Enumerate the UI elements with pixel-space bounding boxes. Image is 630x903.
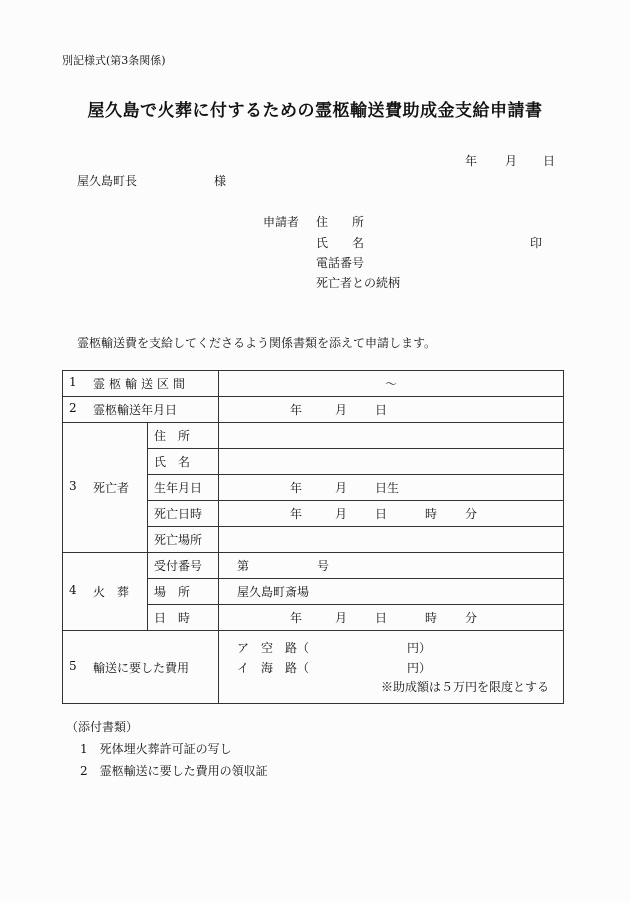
attachments-title: （添付書類） — [66, 720, 139, 734]
table-row — [63, 631, 564, 704]
day-label: 日 — [375, 403, 388, 417]
deceased-name-label: 氏 名 — [148, 449, 219, 475]
death-datetime-field[interactable] — [219, 501, 564, 527]
applicant-label: 申請者 — [263, 215, 300, 229]
seal-mark: 印 — [530, 236, 543, 250]
transport-section-field[interactable] — [219, 371, 564, 397]
crematorium-name: 屋久島町斎場 — [237, 585, 310, 599]
transport-section-label-cell — [63, 371, 219, 397]
row-number: 5 — [69, 658, 77, 673]
year-label: 年 — [290, 403, 303, 417]
applicant-relation-label: 死亡者との続柄 — [316, 276, 401, 290]
reception-number-field[interactable] — [219, 553, 564, 579]
birthdate-label: 生年月日 — [148, 475, 219, 501]
table-row — [63, 371, 564, 397]
transport-date-field[interactable] — [219, 397, 564, 423]
sea-route-label: イ 海 路（ — [237, 660, 310, 675]
row-number: 4 — [69, 583, 77, 597]
table-row — [63, 397, 564, 423]
page-title: 屋久島で火葬に付するための霊柩輸送費助成金支給申請書 — [87, 101, 543, 121]
applicant-address-label: 住 所 — [316, 215, 365, 229]
death-datetime-label: 死亡日時 — [148, 501, 219, 527]
reception-prefix: 第 — [237, 559, 250, 573]
cremation-label-cell — [63, 553, 148, 631]
transport-cost-field[interactable] — [219, 631, 564, 704]
day-label: 日 — [375, 507, 388, 521]
month-label: 月 — [335, 611, 348, 625]
transport-date-label-cell — [63, 397, 219, 423]
transport-cost-label-cell — [63, 631, 219, 704]
month-label: 月 — [335, 403, 348, 417]
minute-label: 分 — [465, 611, 478, 625]
day-label: 日 — [375, 611, 388, 625]
hour-label: 時 — [425, 507, 438, 521]
attachment-item: 2 霊柩輸送に要した費用の領収証 — [80, 764, 268, 778]
addressee: 屋久島町長 — [77, 174, 138, 188]
transport-section-label: 霊柩輸送区間 — [93, 377, 190, 391]
death-place-label: 死亡場所 — [148, 527, 219, 553]
deceased-label-cell — [63, 423, 148, 553]
cremation-label: 火 葬 — [93, 585, 130, 599]
row-number: 3 — [69, 479, 77, 493]
date-day-label: 日 — [543, 154, 556, 168]
form-reference: 別記様式(第3条関係) — [62, 54, 166, 67]
cremation-datetime-field[interactable] — [219, 605, 564, 631]
table-row — [63, 423, 564, 449]
year-label: 年 — [290, 611, 303, 625]
deceased-name-field[interactable] — [219, 449, 564, 475]
transport-cost-label: 輸送に要した費用 — [93, 660, 190, 675]
cremation-place-label: 場 所 — [148, 579, 219, 605]
minute-label: 分 — [465, 507, 478, 521]
cremation-datetime-label: 日 時 — [148, 605, 219, 631]
deceased-address-label: 住 所 — [148, 423, 219, 449]
year-label: 年 — [290, 507, 303, 521]
transport-date-label: 霊柩輸送年月日 — [93, 403, 178, 417]
cremation-place-value — [219, 579, 564, 605]
month-label: 月 — [335, 507, 348, 521]
applicant-name-label: 氏 名 — [316, 236, 365, 250]
month-label: 月 — [335, 481, 348, 495]
day-born-label: 日生 — [375, 481, 400, 495]
application-statement: 霊柩輸送費を支給してくださるよう関係書類を添えて申請します。 — [77, 336, 437, 350]
deceased-address-field[interactable] — [219, 423, 564, 449]
row-number: 2 — [69, 401, 77, 415]
attachment-item: 1 死体埋火葬許可証の写し — [80, 742, 232, 756]
year-label: 年 — [290, 481, 303, 495]
deceased-label: 死亡者 — [93, 481, 130, 495]
air-route-yen: 円） — [407, 640, 432, 655]
reception-suffix: 号 — [317, 559, 330, 573]
row-number: 1 — [69, 375, 77, 389]
tilde-separator: ～ — [385, 377, 398, 391]
death-place-field[interactable] — [219, 527, 564, 553]
sea-route-yen: 円） — [407, 660, 432, 675]
date-month-label: 月 — [505, 154, 518, 168]
air-route-label: ア 空 路（ — [237, 640, 310, 655]
reception-number-label: 受付番号 — [148, 553, 219, 579]
application-table — [62, 370, 564, 704]
table-row — [63, 553, 564, 579]
applicant-phone-label: 電話番号 — [316, 256, 365, 270]
honorific: 様 — [214, 174, 227, 188]
date-year-label: 年 — [465, 154, 478, 168]
hour-label: 時 — [425, 611, 438, 625]
birthdate-field[interactable] — [219, 475, 564, 501]
subsidy-limit-note: ※助成額は５万円を限度とする — [380, 680, 549, 694]
